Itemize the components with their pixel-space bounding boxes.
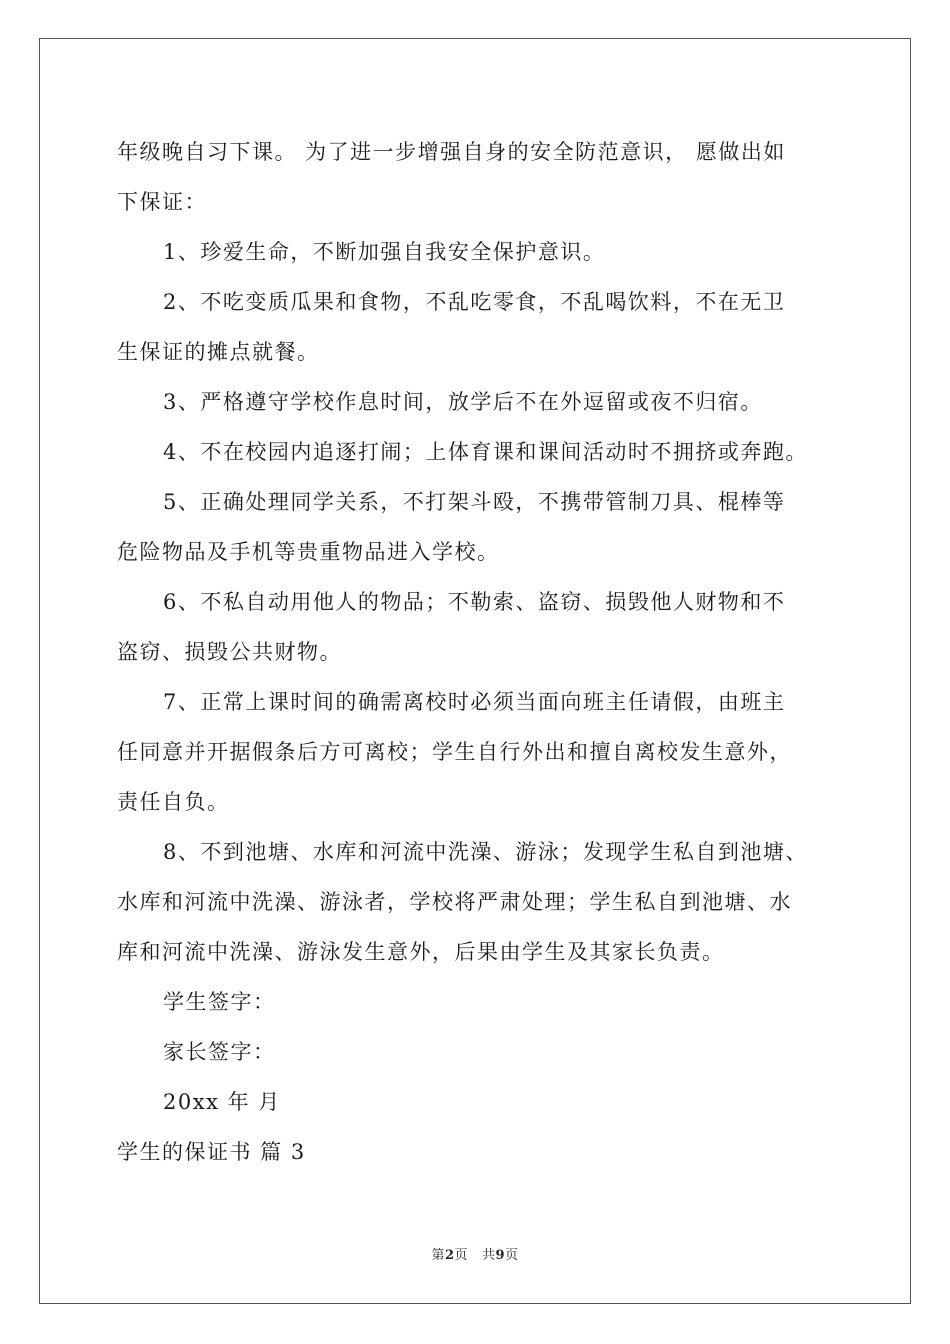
list-item-4: 4、不在校园内追逐打闹；上体育课和课间活动时不拥挤或奔跑。 [163, 440, 808, 464]
list-item-1: 1、珍爱生命，不断加强自我安全保护意识。 [163, 240, 606, 264]
page-footer [0, 1244, 950, 1263]
text-line: 生保证的摊点就餐。 [117, 340, 320, 364]
date-line: 20xx 年 月 [163, 1090, 281, 1114]
text-line: 责任自负。 [117, 790, 230, 814]
total-pages: 9 [495, 1248, 506, 1263]
list-item-7: 7、正常上课时间的确需离校时必须当面向班主任请假，由班主 [163, 690, 786, 714]
section-heading: 学生的保证书 篇 3 [117, 1140, 306, 1164]
page-number: 2 [444, 1248, 455, 1263]
total-prefix: 共 [481, 1248, 496, 1263]
text-line: 下保证： [117, 190, 207, 214]
text-line: 水库和河流中洗澡、游泳者，学校将严肃处理；学生私自到池塘、水 [117, 890, 792, 914]
text-line: 任同意并开据假条后方可离校；学生自行外出和擅自离校发生意外， [117, 740, 792, 764]
list-item-5: 5、正确处理同学关系，不打架斗殴，不携带管制刀具、棍棒等 [163, 490, 786, 514]
page-suffix: 页 [454, 1248, 469, 1263]
student-signature-label: 学生签字： [163, 990, 276, 1014]
list-item-2: 2、不吃变质瓜果和食物，不乱吃零食，不乱喝饮料，不在无卫 [163, 290, 786, 314]
text-line: 库和河流中洗澡、游泳发生意外，后果由学生及其家长负责。 [117, 940, 725, 964]
text-line: 盗窃、损毁公共财物。 [117, 640, 342, 664]
list-item-6: 6、不私自动用他人的物品；不勒索、盗窃、损毁他人财物和不 [163, 590, 786, 614]
list-item-8: 8、不到池塘、水库和河流中洗澡、游泳；发现学生私自到池塘、 [163, 840, 808, 864]
text-line: 危险物品及手机等贵重物品进入学校。 [117, 540, 500, 564]
total-suffix: 页 [505, 1248, 519, 1263]
text-line: 年级晚自习下课。 为了进一步增强自身的安全防范意识， 愿做出如 [117, 140, 786, 164]
list-item-3: 3、严格遵守学校作息时间，放学后不在外逗留或夜不归宿。 [163, 390, 763, 414]
page-prefix: 第 [431, 1248, 445, 1263]
document-body [117, 127, 837, 1177]
parent-signature-label: 家长签字： [163, 1040, 276, 1064]
